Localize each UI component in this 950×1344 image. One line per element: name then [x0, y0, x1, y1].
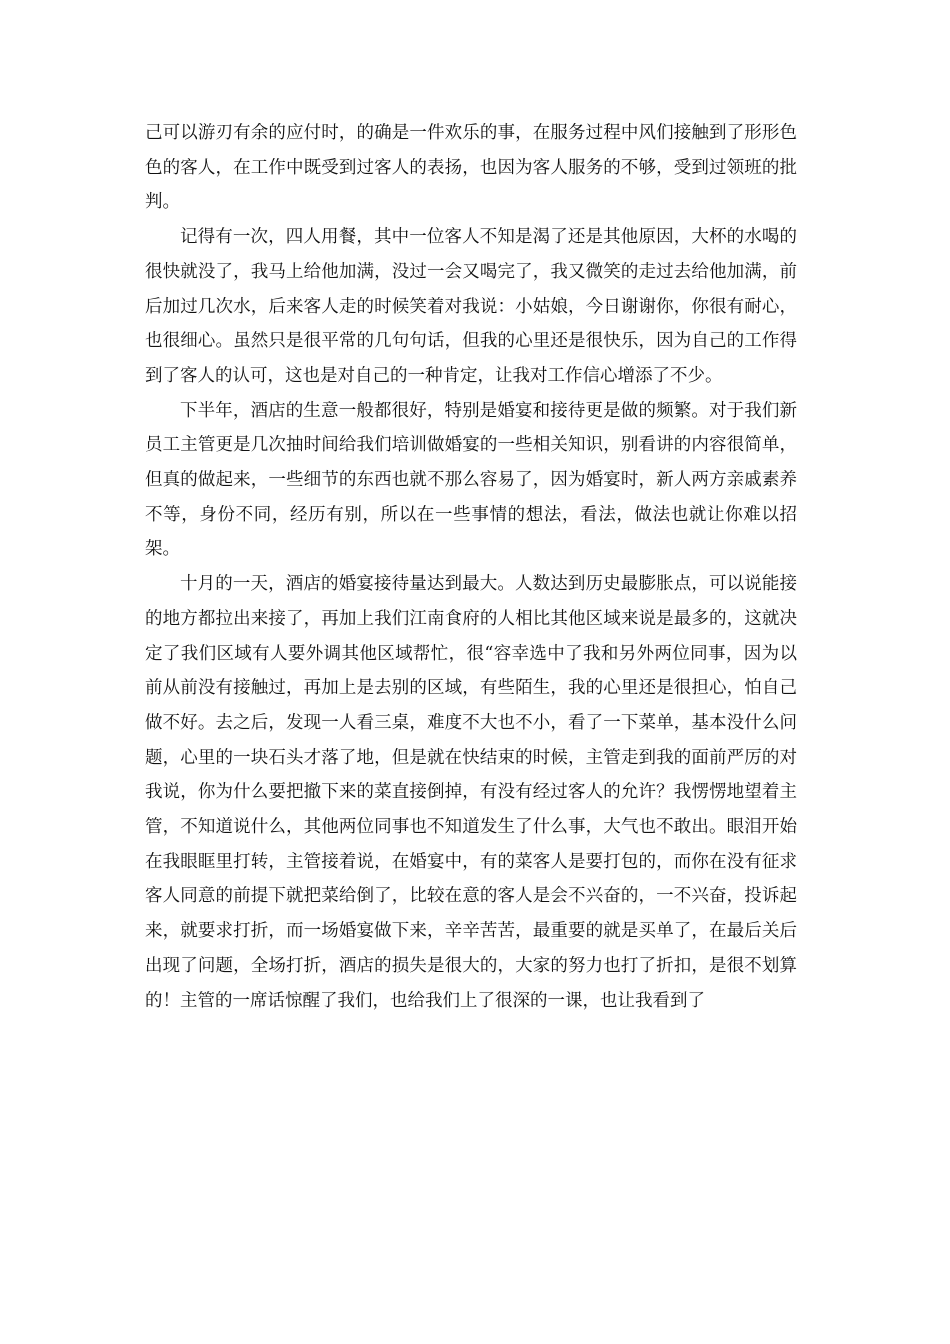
paragraph-1: 己可以游刃有余的应付时，的确是一件欢乐的事，在服务过程中风们接触到了形形色色的客人，在工作中既受到过客人的表扬，也因为客人服务的不够，受到过领班的批判。	[145, 123, 797, 213]
paragraph-4: 十月的一天，酒店的婚宴接待量达到最大。人数达到历史最膨胀点，可以说能接的地方都拉出来接了，再加上我们江南食府的人相比其他区域来说是最多的，这就决定了我们区域有人要外调其他区域帮忙，很“容幸选中了我和另外两位同事，因为以前从前没有接触过，再加上是去别的区域，有些陌生，我的心里还是很担心，怕自己做不好。去之后，发现一人看三桌，难度不大也不小，看了一下菜单，基本没什么问题，心里的一块石头才落了地，但是就在快结束的时候，主管走到我的面前严厉的对我说，你为什么要把撤下来的菜直接倒掉，有没有经过客人的允许？我愣愣地望着主管，不知道说什么，其他两位同事也不知道发生了什么事，大气也不敢出。眼泪开始在我眼眶里打转，主管接着说，在婚宴中，有的菜客人是要打包的，而你在没有征求客人同意的前提下就把菜给倒了，比较在意的客人是会不兴奋的，一不兴奋，投诉起来，就要求打折，而一场婚宴做下来，辛辛苦苦，最重要的就是买单了，在最后关后出现了问题，全场打折，酒店的损失是很大的，大家的努力也打了折扣，是很不划算的！主管的一席话惊醒了我们，也给我们上了很深的一课，也让我看到了	[145, 574, 797, 1011]
paragraph-3: 下半年，酒店的生意一般都很好，特别是婚宴和接待更是做的频繁。对于我们新员工主管更是几次抽时间给我们培训做婚宴的一些相关知识，别看讲的内容很简单，但真的做起来，一些细节的东西也就不那么容易了，因为婚宴时，新人两方亲戚素养不等，身份不同，经历有别，所以在一些事情的想法，看法，做法也就让你难以招架。	[145, 400, 797, 560]
paragraph-2: 记得有一次，四人用餐，其中一位客人不知是渴了还是其他原因，大杯的水喝的很快就没了，我马上给他加满，没过一会又喝完了，我又微笑的走过去给他加满，前后加过几次水，后来客人走的时候笑着对我说：小姑娘，今日谢谢你，你很有耐心，也很细心。虽然只是很平常的几句句话，但我的心里还是很快乐，因为自己的工作得到了客人的认可，这也是对自己的一种肯定，让我对工作信心增添了不少。	[145, 227, 797, 386]
document-page	[145, 116, 797, 1018]
